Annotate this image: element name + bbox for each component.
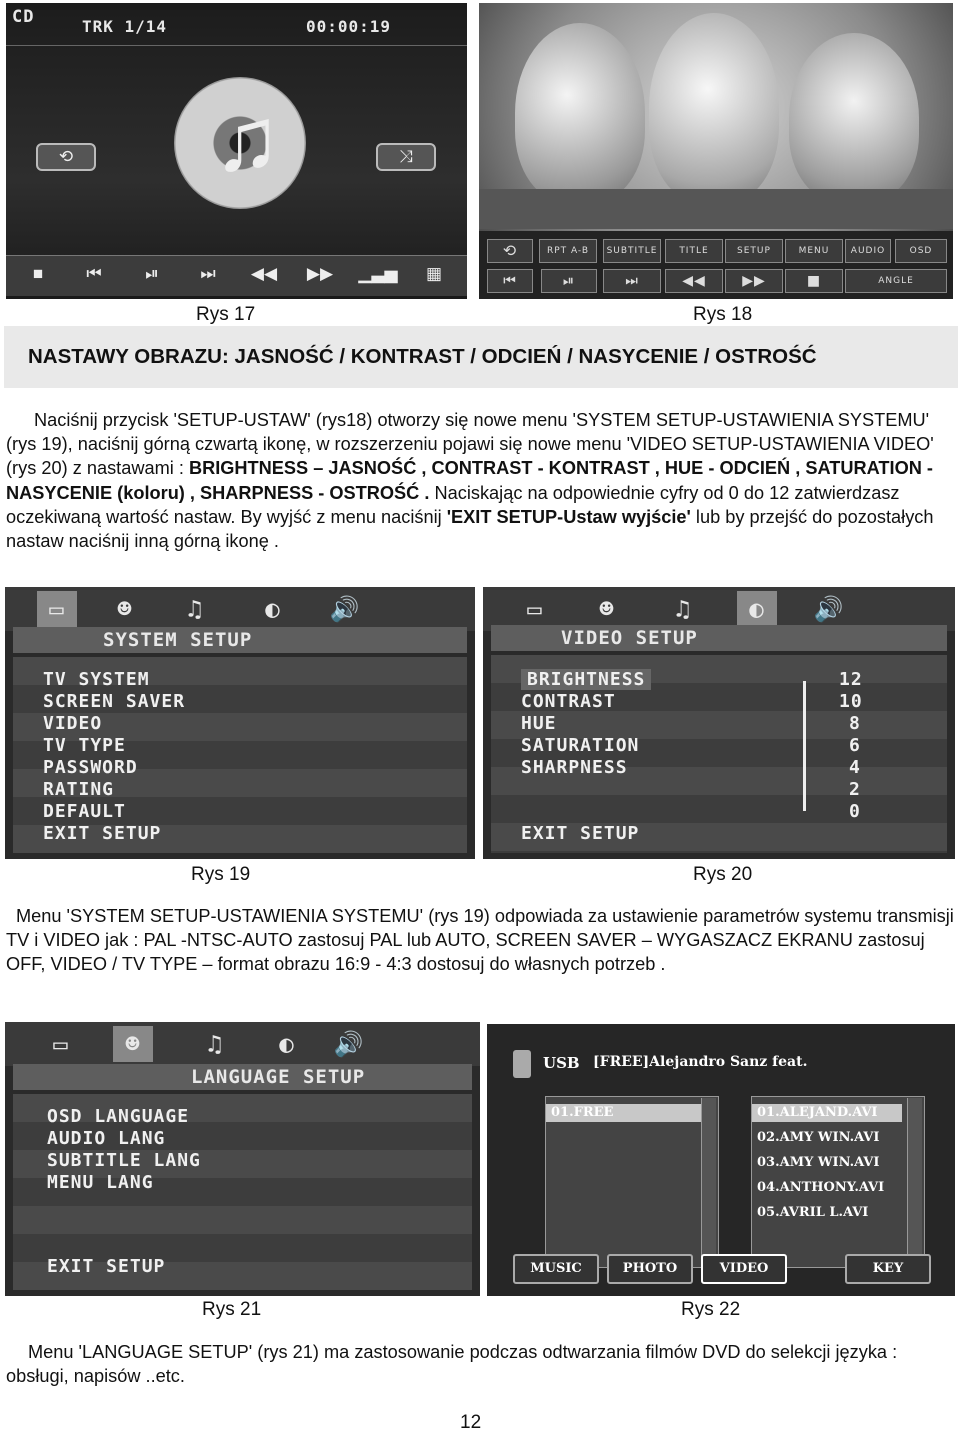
paragraph-system-setup: Menu 'SYSTEM SETUP-USTAWIENIA SYSTEMU' (rys 19) odpowiada za ustawienie parametrów systemu transmisji TV i VIDEO jak : PAL -NTSC-AUTO zastosuj PAL lub AUTO, SCREEN SAVER – WYGASZACZ EKRANU zastosuj OFF, VIDEO / TV TYPE – format obrazu 16:9 - 4:3 dostosuj do własnych potrzeb . xyxy=(6,906,954,975)
user-icon[interactable]: ☻ xyxy=(599,595,615,623)
menu-item-contrast[interactable]: CONTRAST xyxy=(521,691,616,712)
paragraph-bold: 'EXIT SETUP-Ustaw wyjście' xyxy=(446,506,691,527)
menu-item-default[interactable]: DEFAULT xyxy=(43,801,126,822)
level-6[interactable]: 6 xyxy=(849,735,861,756)
source-label: USB xyxy=(543,1054,580,1072)
tab-photo[interactable]: PHOTO xyxy=(607,1254,693,1284)
color-icon[interactable]: ◐ xyxy=(265,595,281,623)
level-scale-marks xyxy=(803,681,822,811)
paragraph-text: Naciśnij przycisk 'SETUP-USTAW' (rys18) otworzy się nowe menu 'SYSTEM SETUP-USTAWIENIA SYSTEMU' (rys 19), naciśnij górną czwartą ikonę, w rozszerzeniu pojawi się nowe menu 'VIDEO SETUP-USTAWIENIA VIDEO' (rys 20) z nastawami : xyxy=(6,410,934,479)
level-4[interactable]: 4 xyxy=(849,757,861,778)
usb-icon xyxy=(513,1050,531,1078)
player-screenshot xyxy=(6,3,467,299)
scrollbar[interactable] xyxy=(907,1098,922,1264)
language-setup-screenshot xyxy=(5,1022,480,1296)
grid-menu-icon[interactable]: ▦ xyxy=(425,264,443,283)
speaker-icon[interactable]: 🔊 xyxy=(333,1030,365,1058)
tv-icon[interactable]: ▭ xyxy=(37,591,77,627)
menu-item-sharpness[interactable]: SHARPNESS xyxy=(521,757,628,778)
tab-video[interactable]: VIDEO xyxy=(701,1254,787,1284)
level-10[interactable]: 10 xyxy=(839,691,863,712)
menu-item-saturation[interactable]: SATURATION xyxy=(521,735,640,756)
previous-icon[interactable]: ⏮ xyxy=(86,264,102,283)
next-icon[interactable]: ⏭ xyxy=(200,264,216,283)
caption-rys17: Rys 17 xyxy=(196,304,256,325)
menu-item-exit-setup[interactable]: EXIT SETUP xyxy=(43,823,162,844)
rpt-ab-button[interactable]: RPT A-B xyxy=(539,239,597,263)
color-icon[interactable]: ◐ xyxy=(279,1030,295,1058)
caption-rys19: Rys 19 xyxy=(191,864,251,885)
puppy-image xyxy=(789,33,919,203)
level-12[interactable]: 12 xyxy=(839,669,863,690)
folder-item[interactable]: 01.FREE xyxy=(551,1105,614,1120)
level-0[interactable]: 0 xyxy=(849,801,861,822)
tv-icon[interactable]: ▭ xyxy=(527,595,543,623)
tv-icon[interactable]: ▭ xyxy=(53,1030,69,1058)
caption-rys21: Rys 21 xyxy=(202,1299,262,1320)
menu-title: LANGUAGE SETUP xyxy=(13,1064,472,1090)
menu-item-exit-setup[interactable]: EXIT SETUP xyxy=(521,823,640,844)
subtitle-button[interactable]: SUBTITLE xyxy=(603,239,661,263)
menu-item-subtitle-lang[interactable]: SUBTITLE LANG xyxy=(47,1150,201,1171)
menu-button[interactable]: MENU xyxy=(785,239,843,263)
track-label: TRK 1/14 xyxy=(82,17,168,36)
speaker-icon[interactable]: 🔊 xyxy=(329,595,361,623)
caption-rys20: Rys 20 xyxy=(693,864,753,885)
file-item[interactable]: 05.AVRIL L.AVI xyxy=(757,1205,869,1220)
video-setup-screenshot xyxy=(483,587,955,859)
puppy-image xyxy=(649,13,779,203)
osd-button[interactable]: OSD xyxy=(895,239,947,263)
menu-item-menu-lang[interactable]: MENU LANG xyxy=(47,1172,154,1193)
repeat-button[interactable]: ⟲ xyxy=(487,239,533,263)
play-pause-icon[interactable]: ⏯ xyxy=(541,269,597,293)
page-number: 12 xyxy=(460,1412,482,1433)
menu-item-password[interactable]: PASSWORD xyxy=(43,757,138,778)
repeat-button[interactable]: ⟲ xyxy=(36,143,96,171)
level-8[interactable]: 8 xyxy=(849,713,861,734)
setup-button[interactable]: SETUP xyxy=(725,239,783,263)
time-label: 00:00:19 xyxy=(306,17,392,36)
music-icon[interactable]: ♫ xyxy=(675,595,691,623)
shuffle-button[interactable]: ⤨ xyxy=(376,143,436,171)
file-item[interactable]: 02.AMY WIN.AVI xyxy=(757,1130,880,1145)
previous-icon[interactable]: ⏮ xyxy=(487,269,533,293)
menu-item-exit-setup[interactable]: EXIT SETUP xyxy=(47,1256,166,1277)
stop-icon[interactable]: ■ xyxy=(32,264,44,283)
current-path: [FREE]Alejandro Sanz feat. xyxy=(593,1054,808,1070)
menu-item-video[interactable]: VIDEO xyxy=(43,713,103,734)
menu-title: SYSTEM SETUP xyxy=(13,627,467,653)
usb-browser-screenshot xyxy=(487,1024,955,1296)
menu-item-screen-saver[interactable]: SCREEN SAVER xyxy=(43,691,186,712)
color-icon[interactable]: ◐ xyxy=(737,591,777,627)
next-icon[interactable]: ⏭ xyxy=(603,269,661,293)
user-icon[interactable]: ☻ xyxy=(113,1026,153,1062)
caption-rys22: Rys 22 xyxy=(681,1299,741,1320)
equalizer-icon[interactable]: ▁▃▅ xyxy=(358,264,398,283)
menu-item-brightness[interactable]: BRIGHTNESS xyxy=(521,669,651,690)
menu-item-audio-lang[interactable]: AUDIO LANG xyxy=(47,1128,166,1149)
fast-forward-icon[interactable]: ▶▶ xyxy=(306,264,334,283)
section-heading: NASTAWY OBRAZU: JASNOŚĆ / KONTRAST / ODCIEŃ / NASYCENIE / OSTROŚĆ xyxy=(28,345,817,368)
audio-button[interactable]: AUDIO xyxy=(845,239,891,263)
paragraph-video-setup xyxy=(6,408,954,553)
title-button[interactable]: TITLE xyxy=(665,239,723,263)
file-item[interactable]: 03.AMY WIN.AVI xyxy=(757,1155,880,1170)
paragraph-text: Naciskając na odpowiednie cyfry od 0 do 12 zatwierdzasz oczekiwaną wartość nastaw. By wyjść z menu naciśnij xyxy=(6,482,900,527)
menu-item-osd-language[interactable]: OSD LANGUAGE xyxy=(47,1106,190,1127)
menu-item-tv-type[interactable]: TV TYPE xyxy=(43,735,126,756)
paragraph-language-setup: Menu 'LANGUAGE SETUP' (rys 21) ma zastosowanie podczas odtwarzania filmów DVD do selekcji języka : obsługi, napisów ..etc. xyxy=(6,1342,898,1387)
caption-rys18: Rys 18 xyxy=(693,304,753,325)
music-note-icon: ♫ xyxy=(213,90,281,190)
user-icon[interactable]: ☻ xyxy=(117,595,133,623)
system-setup-screenshot xyxy=(5,587,475,859)
music-icon[interactable]: ♫ xyxy=(187,595,203,623)
scrollbar[interactable] xyxy=(701,1098,716,1264)
menu-item-rating[interactable]: RATING xyxy=(43,779,115,800)
stop-icon[interactable]: ■ xyxy=(785,269,843,293)
puppy-image xyxy=(515,23,645,203)
music-icon[interactable]: ♫ xyxy=(207,1030,223,1058)
disc-label: CD xyxy=(12,7,35,27)
file-item[interactable]: 04.ANTHONY.AVI xyxy=(757,1180,885,1195)
menu-title: VIDEO SETUP xyxy=(491,625,947,651)
menu-item-tv-system[interactable]: TV SYSTEM xyxy=(43,669,150,690)
rewind-icon[interactable]: ◀◀ xyxy=(250,264,278,283)
tab-music[interactable]: MUSIC xyxy=(513,1254,599,1284)
fast-forward-icon[interactable]: ▶▶ xyxy=(725,269,783,293)
angle-button[interactable]: ANGLE xyxy=(845,269,947,293)
play-pause-icon[interactable]: ⏯ xyxy=(145,264,159,283)
video-screenshot xyxy=(479,3,953,299)
rewind-icon[interactable]: ◀◀ xyxy=(665,269,723,293)
speaker-icon[interactable]: 🔊 xyxy=(813,595,845,623)
file-item[interactable]: 01.ALEJAND.AVI xyxy=(757,1105,878,1120)
paragraph-bold: BRIGHTNESS – JASNOŚĆ , CONTRAST - KONTRAST , HUE - ODCIEŃ , SATURATION - NASYCENIE (koloru) , SHARPNESS - OSTROŚĆ . xyxy=(6,458,933,503)
paragraph-text: lub by przejść do pozostałych nastaw naciśnij inną górną ikonę . xyxy=(6,506,934,552)
level-2[interactable]: 2 xyxy=(849,779,861,800)
menu-item-hue[interactable]: HUE xyxy=(521,713,557,734)
tab-key[interactable]: KEY xyxy=(845,1254,931,1284)
